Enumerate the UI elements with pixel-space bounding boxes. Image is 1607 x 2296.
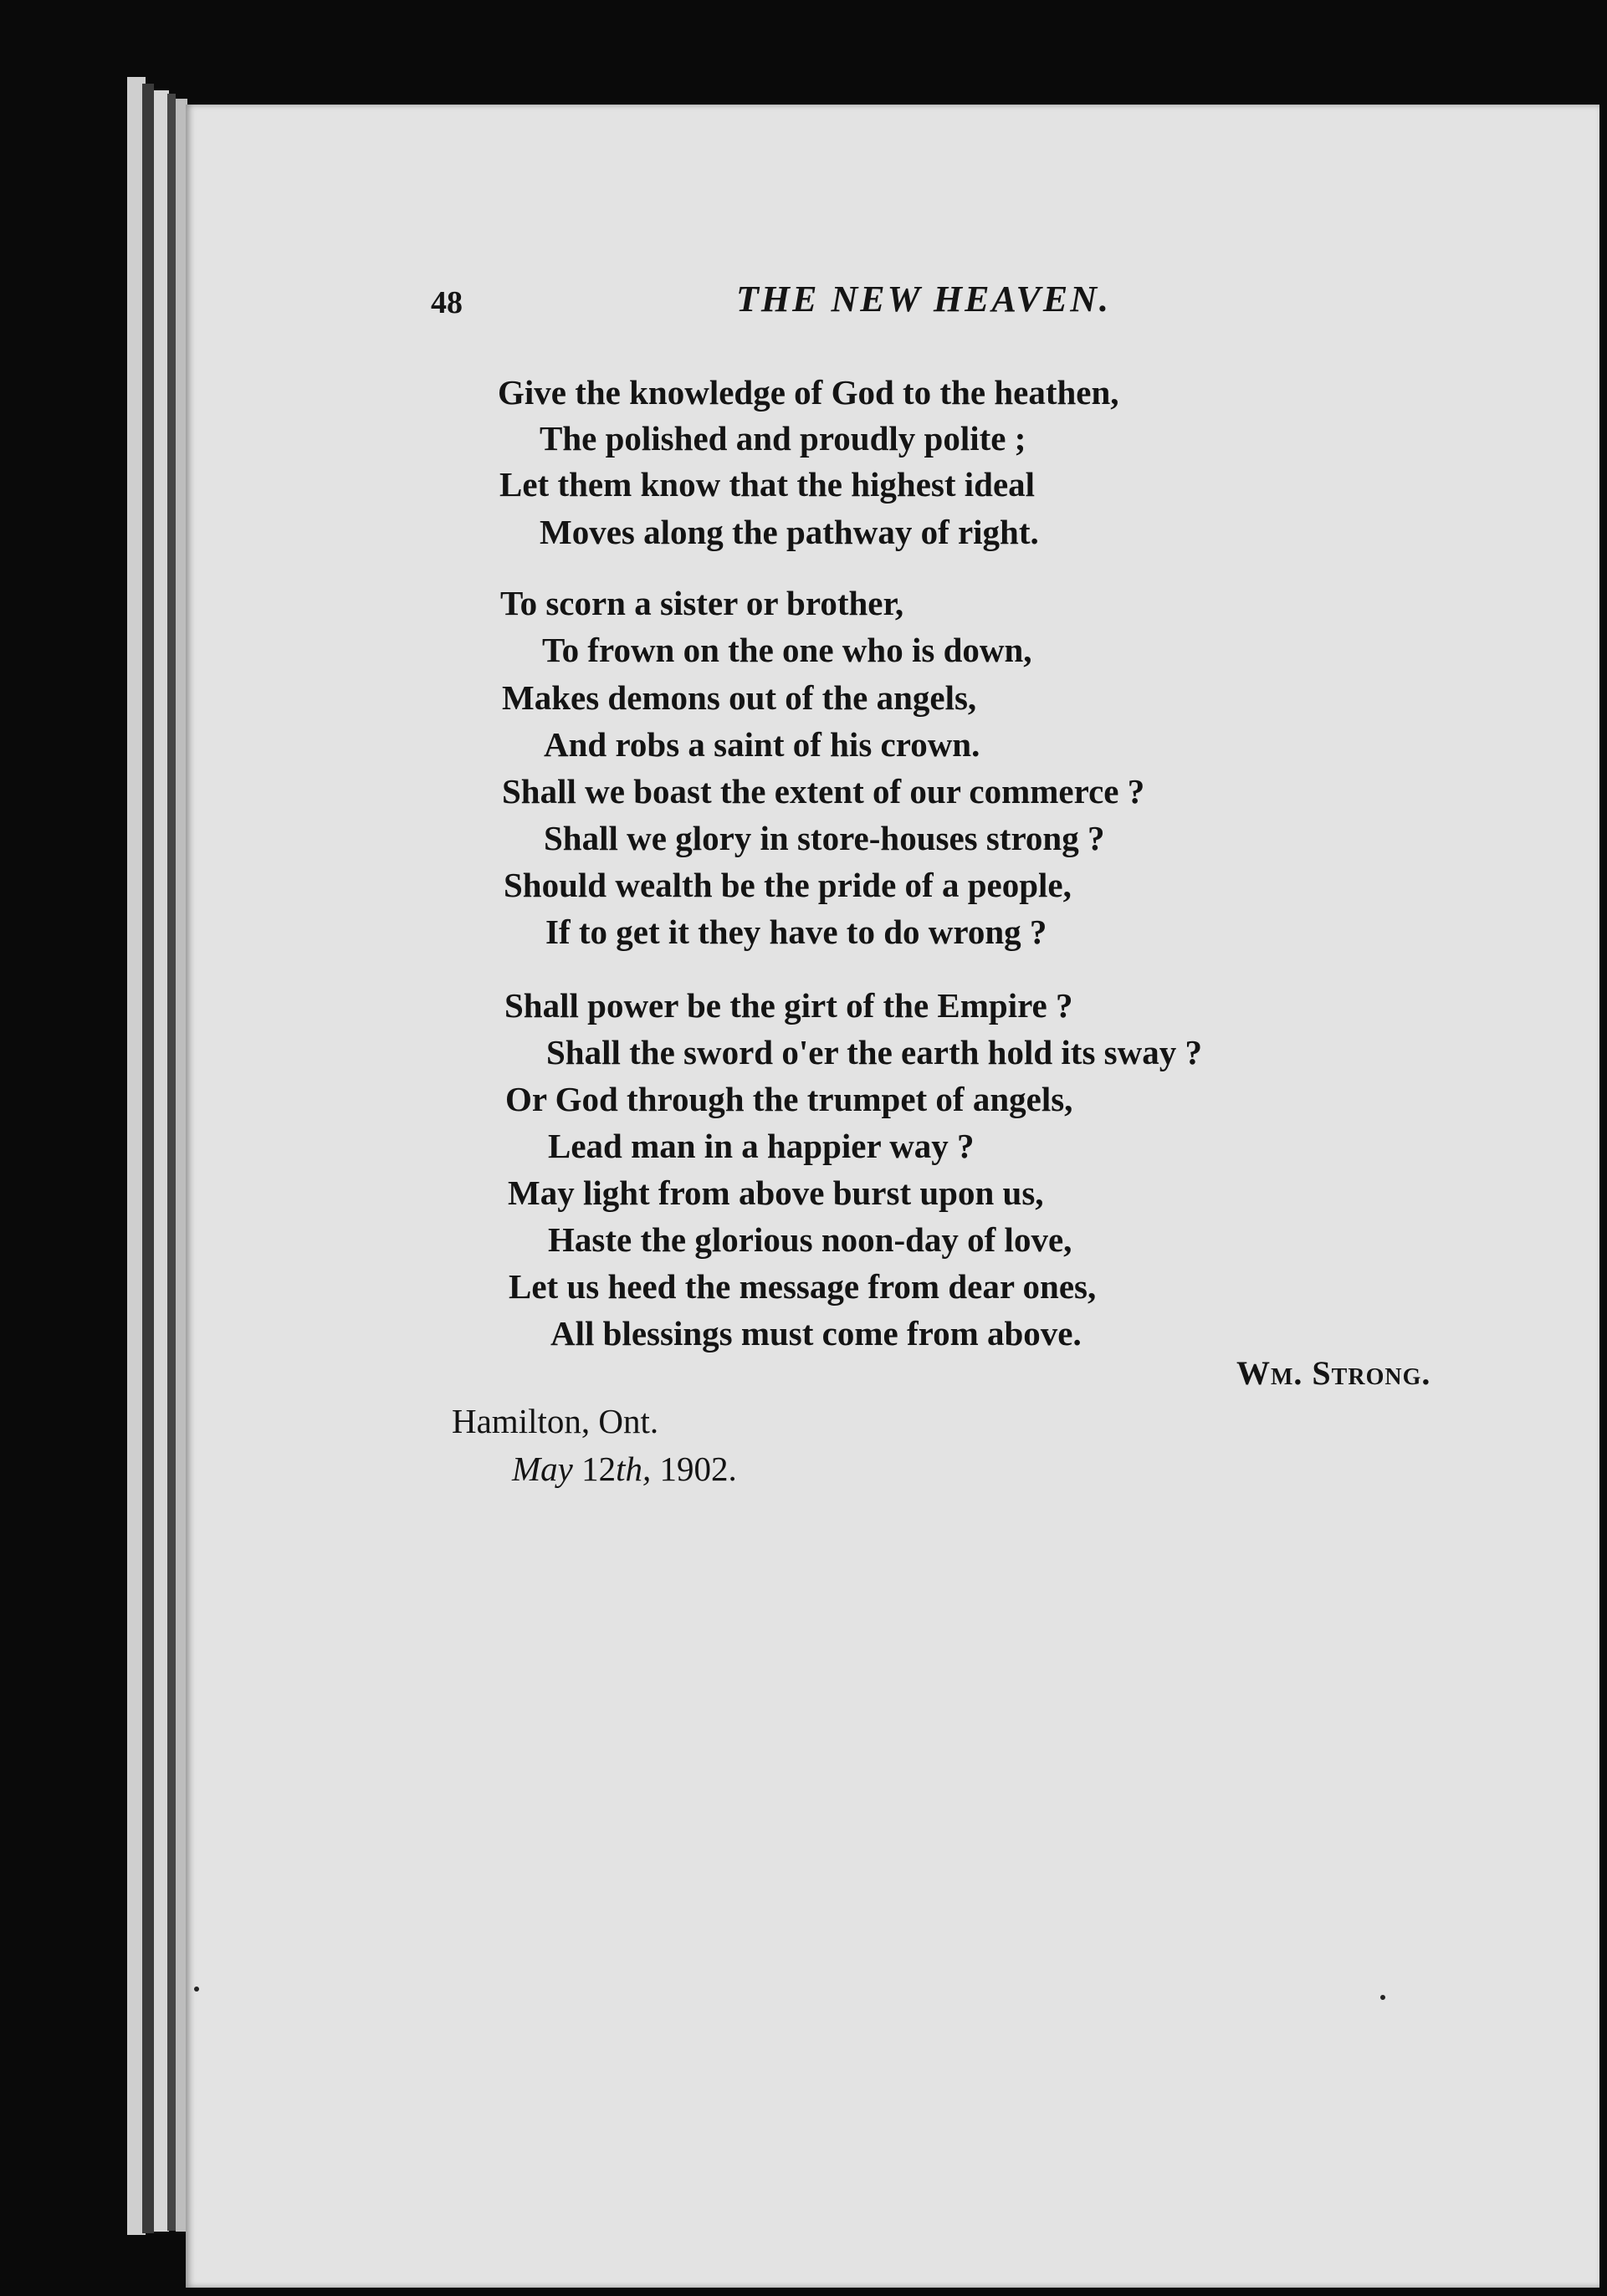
poem-line: Give the knowledge of God to the heathen,: [498, 373, 1119, 412]
author-signature: Wm. Strong.: [1236, 1354, 1431, 1392]
date-month: May: [512, 1450, 573, 1488]
poem-line: Shall power be the girt of the Empire ?: [504, 986, 1073, 1025]
page-edge: [167, 94, 176, 2231]
poem-line: Should wealth be the pride of a people,: [504, 866, 1072, 904]
place-line: Hamilton, Ont.: [452, 1402, 659, 1440]
page-edge: [142, 84, 154, 2233]
poem-line: Let them know that the highest ideal: [499, 465, 1036, 504]
poem-line: Makes demons out of the angels,: [502, 678, 977, 717]
poem-line: Shall we boast the extent of our commerce ?: [502, 772, 1145, 811]
paper-speck: [1380, 1995, 1385, 2000]
poem-line: All blessings must come from above.: [550, 1314, 1082, 1353]
poem-line: The polished and proudly polite ;: [540, 419, 1026, 458]
date-day-suffix: th,: [616, 1450, 652, 1488]
page-number: 48: [431, 285, 463, 320]
date-line: [512, 1449, 737, 1489]
poem-line: To frown on the one who is down,: [542, 631, 1032, 669]
running-title: THE NEW HEAVEN.: [736, 279, 1112, 320]
date-year: 1902.: [659, 1450, 737, 1488]
poem-line: Lead man in a happier way ?: [548, 1127, 975, 1165]
poem-line: If to get it they have to do wrong ?: [545, 913, 1047, 951]
date-day-num: 12: [581, 1450, 617, 1488]
poem-line: Shall we glory in store-houses strong ?: [544, 819, 1105, 857]
poem-line: Moves along the pathway of right.: [540, 513, 1039, 551]
poem-line: May light from above burst upon us,: [508, 1174, 1044, 1212]
poem-line: And robs a saint of his crown.: [544, 725, 980, 764]
poem-line: Let us heed the message from dear ones,: [509, 1267, 1097, 1306]
poem-line: Shall the sword o'er the earth hold its sway ?: [546, 1033, 1202, 1071]
poem-line: Haste the glorious noon-day of love,: [548, 1220, 1072, 1259]
paper-speck: [194, 1987, 199, 1992]
poem-line: To scorn a sister or brother,: [500, 584, 904, 622]
poem-line: Or God through the trumpet of angels,: [505, 1080, 1073, 1118]
